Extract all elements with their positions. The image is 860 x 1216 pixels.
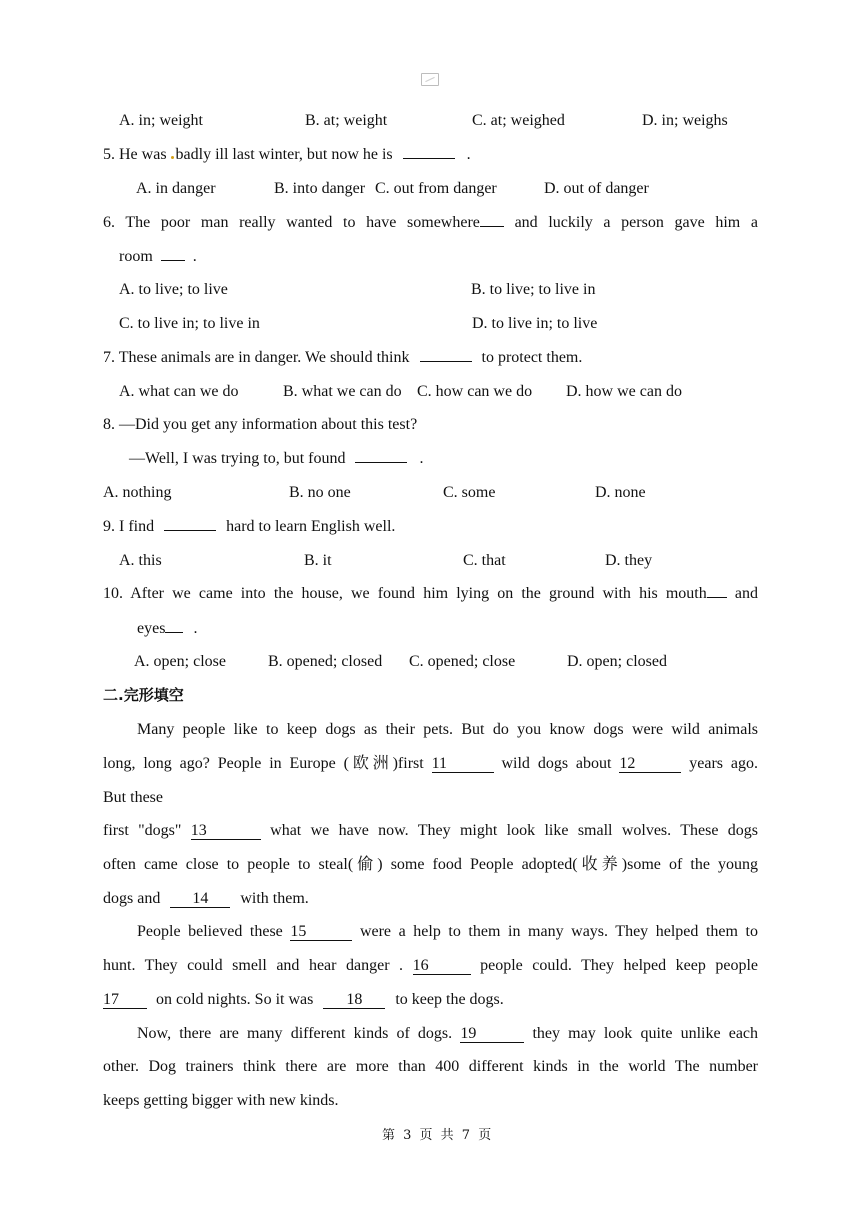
q7-option-a: A. what can we do — [119, 383, 239, 400]
passage-text: to keep the dogs. — [395, 991, 504, 1008]
q10-option-b: B. opened; closed — [268, 653, 383, 670]
q6-stem-line2-end: . — [192, 248, 197, 265]
q6-stem-end: and luckily a person gave him a — [514, 214, 759, 231]
passage-p1-line6 — [103, 889, 309, 909]
q10-stem-line1 — [103, 584, 758, 604]
q10-blank-1 — [707, 597, 727, 598]
passage-text: were a help to them in many ways. They helped them to — [359, 923, 759, 940]
q5-option-a: A. in danger — [136, 180, 216, 197]
passage-p3-line3: keeps getting bigger with new kinds. — [103, 1092, 339, 1109]
blank-number: 19 — [460, 1025, 477, 1042]
passage-text: long, long ago? People in Europe (欧洲)first — [103, 755, 424, 772]
q8-option-b: B. no one — [289, 484, 351, 501]
passage-text: People believed these — [137, 923, 283, 940]
passage-p1-line2 — [103, 754, 758, 774]
q6-option-c: C. to live in; to live in — [119, 315, 260, 332]
q9-stem-start: 9. I find — [103, 518, 155, 535]
blank-number: 13 — [190, 822, 207, 839]
q10-option-d: D. open; closed — [567, 653, 667, 670]
q8-answer-blank — [355, 462, 407, 463]
q8-option-a: A. nothing — [103, 484, 172, 501]
q9-stem — [103, 517, 395, 537]
q8-option-d: D. none — [595, 484, 646, 501]
q5-option-c: C. out from danger — [375, 180, 497, 197]
q8-stem-line1: 8. —Did you get any information about this test? — [103, 416, 418, 433]
q5-stem — [103, 145, 471, 165]
image-placeholder-icon — [421, 73, 439, 86]
blank-number: 17 — [103, 991, 119, 1008]
q7-stem — [103, 348, 582, 368]
blank-11 — [432, 756, 494, 773]
blank-number: 12 — [619, 755, 636, 772]
blank-number: 15 — [290, 923, 307, 940]
passage-text: wild dogs about — [501, 755, 612, 772]
q7-stem-end: to protect them. — [481, 349, 583, 366]
q8-stem-line2-end: . — [419, 450, 424, 467]
q6-blank-2 — [161, 260, 185, 261]
blank-12 — [619, 756, 681, 773]
q6-option-b: B. to live; to live in — [471, 281, 596, 298]
section-heading-cloze: 二.完形填空 — [103, 686, 184, 704]
q9-option-d: D. they — [605, 552, 653, 569]
passage-text: with them. — [240, 890, 309, 907]
passage-p1-line3: But these — [103, 789, 163, 806]
q10-stem-start: 10. After we came into the house, we found him lying on the ground with his mouth — [103, 585, 707, 602]
q10-stem-line2 — [137, 619, 197, 639]
q7-answer-blank — [420, 361, 472, 362]
blank-number: 11 — [431, 755, 447, 772]
q10-stem-line2-start: eyes — [137, 620, 166, 637]
q10-stem-end: and — [734, 585, 759, 602]
q7-stem-start: 7. These animals are in danger. We should think — [103, 349, 410, 366]
q7-option-c: C. how can we do — [417, 383, 533, 400]
blank-18 — [323, 992, 385, 1009]
passage-text: first "dogs" — [103, 822, 182, 839]
q5-option-b: B. into danger — [274, 180, 366, 197]
passage-p2-line3 — [103, 990, 504, 1010]
passage-p1-line5: often came close to people to steal(偷) some food People adopted(收养)some of the young — [103, 856, 758, 873]
q8-stem-line2 — [129, 449, 423, 469]
q8-option-c: C. some — [443, 484, 496, 501]
q6-stem-line2 — [119, 247, 197, 267]
q10-option-a: A. open; close — [134, 653, 226, 670]
q6-option-d: D. to live in; to live — [472, 315, 598, 332]
q10-option-c: C. opened; close — [409, 653, 516, 670]
blank-number: 14 — [192, 890, 209, 907]
blank-number: 18 — [346, 991, 363, 1008]
q9-option-a: A. this — [119, 552, 162, 569]
q10-stem-line2-end: . — [193, 620, 198, 637]
q4-option-b: B. at; weight — [305, 112, 388, 129]
passage-text: Now, there are many different kinds of dogs. — [137, 1025, 453, 1042]
passage-text: dogs and — [103, 890, 161, 907]
passage-text: they may look quite unlike each — [532, 1025, 759, 1042]
q4-option-d: D. in; weighs — [642, 112, 728, 129]
q5-answer-blank — [403, 158, 455, 159]
passage-text: years ago. — [689, 755, 759, 772]
blank-16 — [413, 958, 471, 975]
passage-p1-line4 — [103, 821, 758, 841]
q6-option-a: A. to live; to live — [119, 281, 228, 298]
q9-option-b: B. it — [304, 552, 332, 569]
marker-dot — [171, 156, 174, 159]
q4-option-a: A. in; weight — [119, 112, 203, 129]
passage-text: what we have now. They might look like small wolves. These dogs — [270, 822, 759, 839]
page-footer: 第 3 页 共 7 页 — [382, 1128, 494, 1143]
passage-text: hunt. They could smell and hear danger . — [103, 957, 404, 974]
q10-blank-2 — [165, 632, 183, 633]
q9-answer-blank — [164, 530, 216, 531]
passage-text: on cold nights. So it was — [156, 991, 314, 1008]
q8-stem-line2-start: —Well, I was trying to, but found — [129, 450, 346, 467]
passage-text: people could. They helped keep people — [480, 957, 759, 974]
q4-option-c: C. at; weighed — [472, 112, 565, 129]
q5-stem-mid: badly ill last winter, but now he is — [175, 146, 393, 163]
q6-stem-start: 6. The poor man really wanted to have somewhere — [103, 214, 480, 231]
q6-stem-line2-start: room — [119, 248, 153, 265]
passage-p2-line1 — [137, 922, 758, 942]
q5-stem-end: . — [466, 146, 471, 163]
q7-option-b: B. what we can do — [283, 383, 402, 400]
passage-p3-line1 — [137, 1024, 758, 1044]
q6-blank-1 — [480, 226, 504, 227]
blank-number: 16 — [412, 957, 429, 974]
blank-13 — [191, 823, 261, 840]
q5-option-d: D. out of danger — [544, 180, 649, 197]
q6-stem-line1 — [103, 213, 758, 233]
q9-stem-end: hard to learn English well. — [226, 518, 396, 535]
blank-17 — [103, 992, 147, 1009]
q9-option-c: C. that — [463, 552, 506, 569]
passage-p2-line2 — [103, 956, 758, 976]
blank-15 — [290, 924, 352, 941]
q5-stem-start: 5. He was — [103, 146, 167, 163]
blank-14 — [170, 891, 230, 908]
blank-19 — [460, 1026, 524, 1043]
passage-p3-line2: other. Dog trainers think there are more than 400 different kinds in the world The number — [103, 1058, 758, 1075]
q7-option-d: D. how we can do — [566, 383, 682, 400]
passage-p1-line1: Many people like to keep dogs as their pets. But do you know dogs were wild animals — [137, 721, 758, 738]
